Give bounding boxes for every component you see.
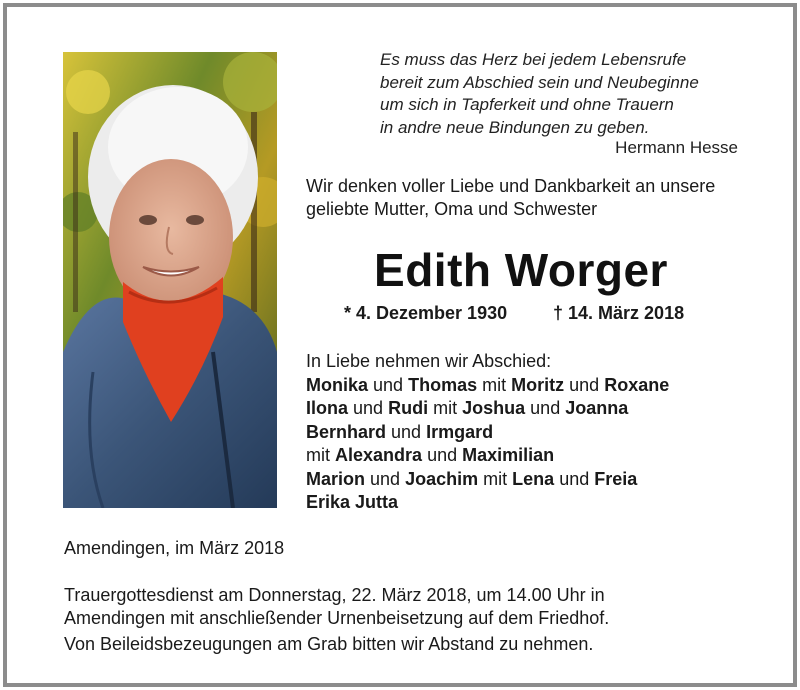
connector: und xyxy=(559,468,590,489)
intro-text xyxy=(306,175,736,221)
connector: und xyxy=(530,398,561,418)
family-member: Erika Jutta xyxy=(306,492,399,512)
family-member: Lena xyxy=(512,468,555,489)
family-line xyxy=(306,468,746,492)
family-line xyxy=(306,491,746,515)
family-member: Maximilian xyxy=(462,445,555,465)
family-member: Thomas xyxy=(408,374,478,395)
portrait-photo xyxy=(63,52,277,508)
family-member: Moritz xyxy=(511,374,565,395)
service-line: Trauergottesdienst am Donnerstag, 22. März 2018, um 14.00 Uhr in xyxy=(64,585,605,605)
family-member: Ilona xyxy=(306,398,349,418)
death-date: † 14. März 2018 xyxy=(553,303,685,323)
service-info xyxy=(64,584,754,630)
family-member: Rudi xyxy=(388,398,429,418)
family-member: Joachim xyxy=(405,468,479,489)
connector: und xyxy=(370,468,401,489)
intro-line: geliebte Mutter, Oma und Schwester xyxy=(306,199,598,219)
quote-line: Es muss das Herz bei jedem Lebensrufe xyxy=(380,50,687,69)
service-line: Amendingen mit anschließender Urnenbeisetzung auf dem Friedhof. xyxy=(64,608,610,628)
family-member: Marion xyxy=(306,468,366,489)
quote-line: in andre neue Bindungen zu geben. xyxy=(380,117,650,137)
connector: und xyxy=(391,421,422,442)
family-member: Freia xyxy=(594,468,638,489)
family-line xyxy=(306,444,746,468)
family-member: Roxane xyxy=(604,374,670,395)
connector: mit xyxy=(483,468,508,489)
poem-quote xyxy=(380,49,740,139)
deceased-name: Edith Worger xyxy=(374,244,668,296)
connector: und xyxy=(569,374,600,395)
family-line xyxy=(306,397,746,421)
family-member: Monika xyxy=(306,374,369,395)
connector: mit xyxy=(433,398,458,418)
place-date: Amendingen, im März 2018 xyxy=(64,538,285,558)
intro-line: Wir denken voller Liebe und Dankbarkeit an unsere xyxy=(306,176,716,196)
quote-author: Hermann Hesse xyxy=(615,138,738,157)
connector: mit xyxy=(306,445,330,465)
family-list xyxy=(306,350,746,515)
family-member: Joanna xyxy=(565,398,629,418)
family-member: Irmgard xyxy=(426,421,494,442)
quote-line: um sich in Tapferkeit und ohne Trauern xyxy=(380,95,674,114)
family-member: Joshua xyxy=(462,398,526,418)
condolence-request: Von Beileidsbezeugungen am Grab bitten wir Abstand zu nehmen. xyxy=(64,634,594,654)
family-member: Alexandra xyxy=(335,445,423,465)
connector: und xyxy=(353,398,384,418)
family-member: Bernhard xyxy=(306,421,387,442)
connector: und xyxy=(427,445,458,465)
birth-date: * 4. Dezember 1930 xyxy=(344,303,508,323)
family-line xyxy=(306,421,746,445)
family-line xyxy=(306,374,746,398)
connector: mit xyxy=(482,374,507,395)
family-heading: In Liebe nehmen wir Abschied: xyxy=(306,351,552,371)
quote-line: bereit zum Abschied sein und Neubeginne xyxy=(380,72,699,92)
connector: und xyxy=(373,374,404,395)
